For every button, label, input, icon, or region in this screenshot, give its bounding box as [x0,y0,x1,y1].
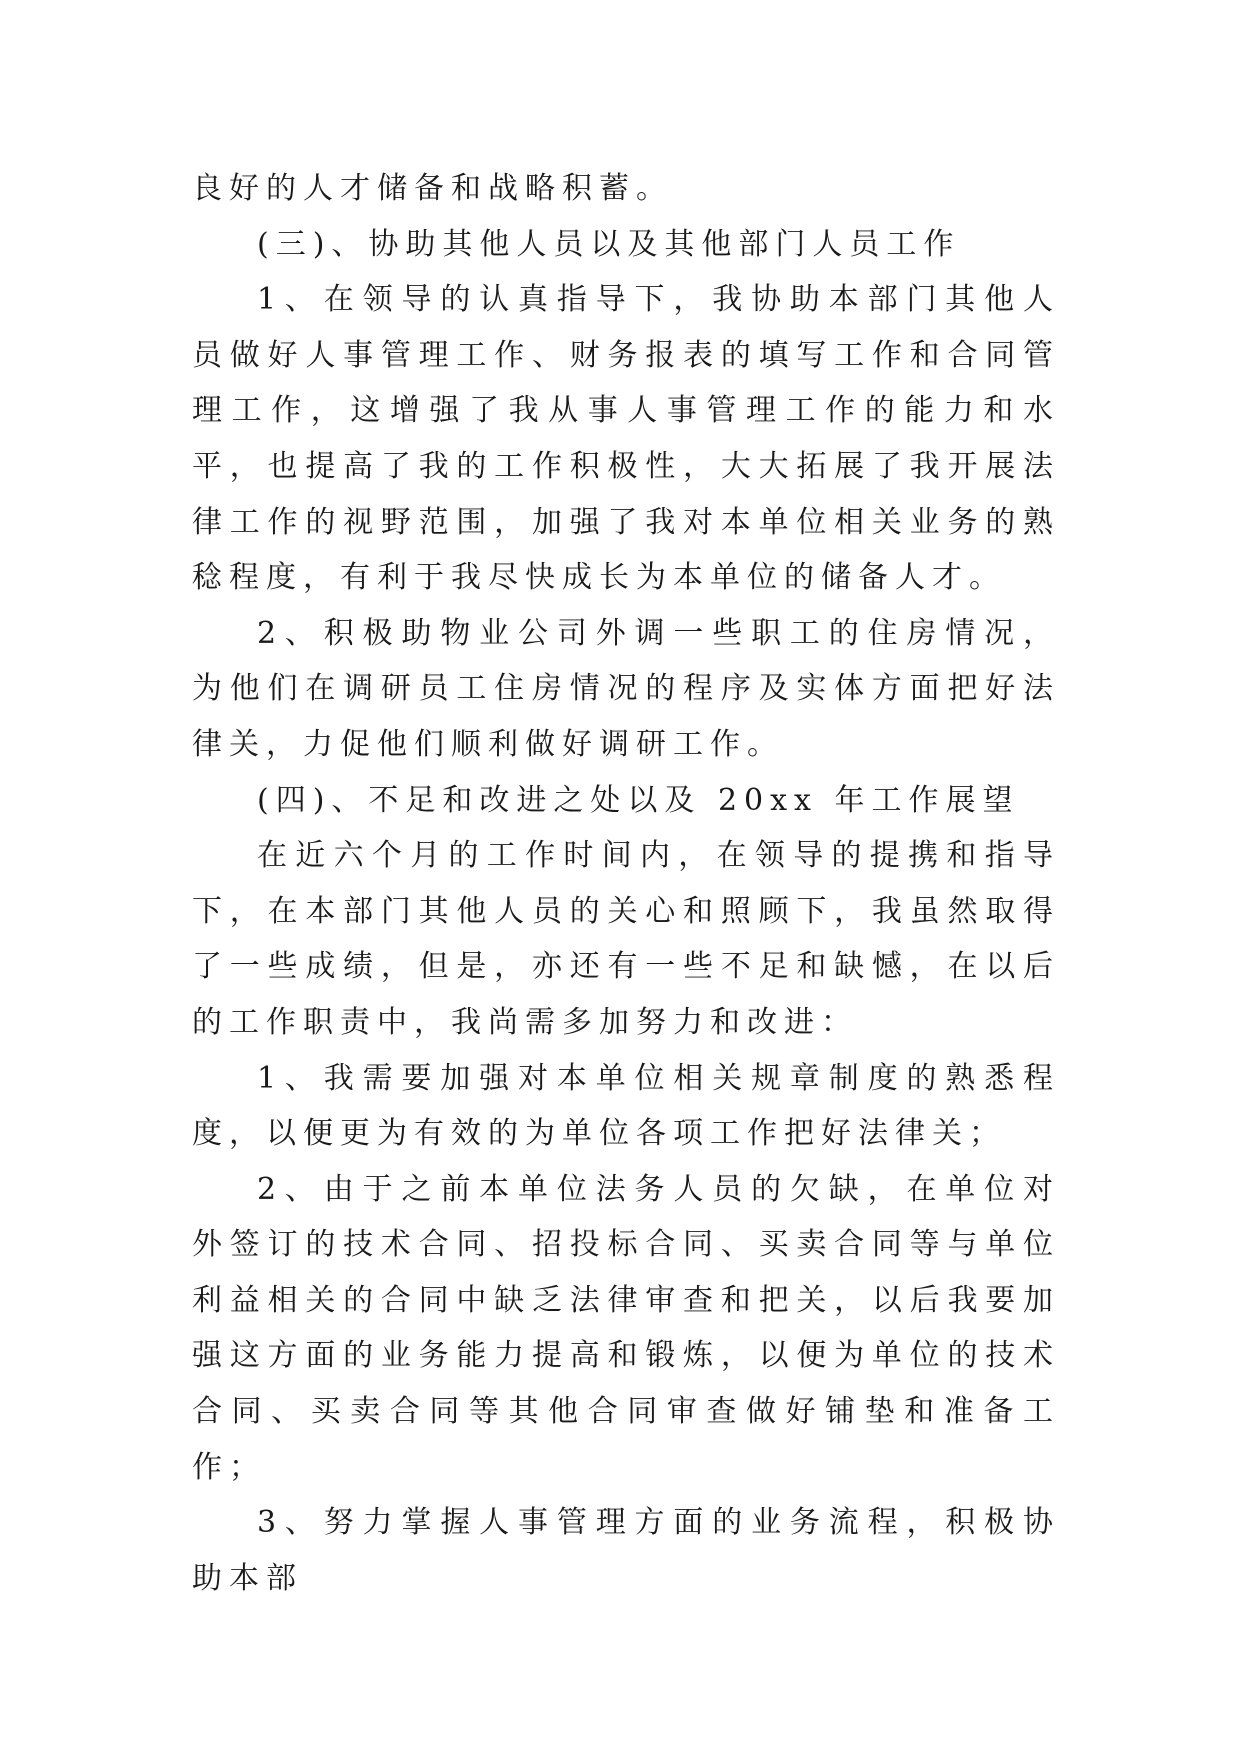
paragraph-improvement-1: 1、我需要加强对本单位相关规章制度的熟悉程度，以便更为有效的为单位各项工作把好法律关； [192,1060,1060,1152]
paragraph-improvement-2: 2、由于之前本单位法务人员的欠缺，在单位对外签订的技术合同、招投标合同、买卖合同等与单位利益相关的合同中缺乏法律审查和把关，以后我要加强这方面的业务能力提高和锻炼，以便为单位的技术合同、买卖合同等其他合同审查做好铺垫和准备工作； [192,1171,1060,1485]
paragraph-improvement-3: 3、努力掌握人事管理方面的业务流程，积极协助本部 [192,1505,1060,1596]
paragraph-item-2: 2、积极助物业公司外调一些职工的住房情况，为他们在调研员工住房情况的程序及实体方面把好法律关，力促他们顺利做好调研工作。 [192,615,1060,762]
paragraph-item-1: 1、在领导的认真指导下，我协助本部门其他人员做好人事管理工作、财务报表的填写工作和合同管理工作，这增强了我从事人事管理工作的能力和水平，也提高了我的工作积极性，大大拓展了我开展法律工作的视野范围，加强了我对本单位相关业务的熟稔程度，有利于我尽快成长为本单位的储备人才。 [192,282,1060,596]
section-heading-4: (四)、不足和改进之处以及 20xx 年工作展望 [257,782,1020,818]
paragraph-continuation: 良好的人才储备和战略积蓄。 [192,171,673,206]
paragraph-intro: 在近六个月的工作时间内，在领导的提携和指导下，在本部门其他人员的关心和照顾下，我虽然取得了一些成绩，但是，亦还有一些不足和缺憾，在以后的工作职责中，我尚需多加努力和改进： [192,838,1060,1040]
section-heading-3: (三)、协助其他人员以及其他部门人员工作 [257,226,961,262]
document-body [192,161,1060,1606]
